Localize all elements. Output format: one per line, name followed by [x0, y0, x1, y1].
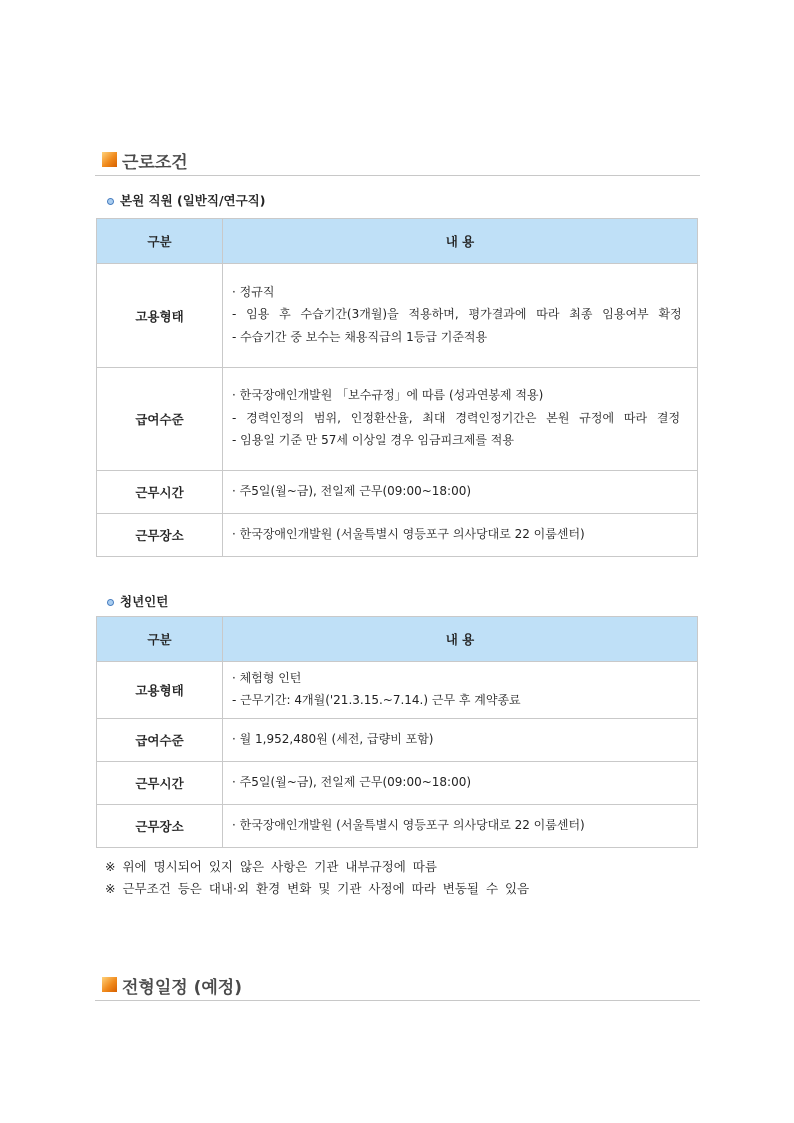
row-label: 고용형태 — [97, 264, 223, 368]
row-content — [223, 662, 698, 719]
subheading-youth-intern — [107, 592, 168, 610]
header-content: 내 용 — [223, 617, 698, 662]
row-label: 근무시간 — [97, 471, 223, 514]
row-content — [223, 805, 698, 848]
regular-staff-table — [96, 218, 698, 557]
row-content — [223, 471, 698, 514]
content-line: - 경력인정의 범위, 인정환산율, 최대 경력인정기간은 본원 규정에 따라 결정 — [232, 410, 681, 425]
row-label: 근무장소 — [97, 805, 223, 848]
row-content — [223, 719, 698, 762]
section-heading-working-conditions — [95, 149, 700, 176]
content-line: - 근무기간: 4개월('21.3.15.~7.14.) 근무 후 계약종료 — [232, 693, 521, 707]
subheading-regular-staff — [107, 191, 265, 209]
content-line: · 한국장애인개발원 「보수규정」에 따름 (성과연봉제 적용) — [232, 388, 544, 403]
table-row — [97, 471, 698, 514]
header-category: 구분 — [97, 219, 223, 264]
content-line: · 한국장애인개발원 (서울특별시 영등포구 의사당대로 22 이룸센터) — [232, 526, 585, 541]
footnotes — [105, 856, 529, 900]
subheading-label: 청년인턴 — [120, 594, 169, 609]
row-content — [223, 368, 698, 471]
content-line: · 월 1,952,480원 (세전, 급량비 포함) — [232, 731, 434, 746]
row-content — [223, 762, 698, 805]
content-line: · 체험형 인턴 — [232, 670, 302, 685]
intern-table — [96, 616, 698, 848]
circle-bullet-icon — [107, 198, 114, 205]
content-line: · 정규직 — [232, 284, 275, 299]
subheading-label: 본원 직원 (일반직/연구직) — [120, 193, 266, 208]
header-category: 구분 — [97, 617, 223, 662]
row-label: 근무시간 — [97, 762, 223, 805]
row-label: 급여수준 — [97, 719, 223, 762]
table-row — [97, 514, 698, 557]
section-title: 전형일정 (예정) — [122, 978, 242, 998]
table-row — [97, 662, 698, 719]
content-line: - 임용 후 수습기간(3개월)을 적용하며, 평가결과에 따라 최종 임용여부 확정 — [232, 307, 682, 322]
content-line: · 주5일(월~금), 전일제 근무(09:00~18:00) — [232, 774, 472, 789]
row-label: 급여수준 — [97, 368, 223, 471]
orange-square-icon — [102, 977, 117, 992]
row-label: 근무장소 — [97, 514, 223, 557]
orange-square-icon — [102, 152, 117, 167]
header-content: 내 용 — [223, 219, 698, 264]
footnote: ※ 근무조건 등은 대내·외 환경 변화 및 기관 사정에 따라 변동될 수 있음 — [105, 881, 530, 896]
content-line: - 수습기간 중 보수는 채용직급의 1등급 기준적용 — [232, 329, 488, 344]
content-line: · 주5일(월~금), 전일제 근무(09:00~18:00) — [232, 483, 472, 498]
content-line: - 임용일 기준 만 57세 이상일 경우 임금피크제를 적용 — [232, 433, 514, 448]
circle-bullet-icon — [107, 599, 114, 606]
section-heading-schedule — [95, 974, 700, 1001]
table-row — [97, 264, 698, 368]
table-row — [97, 762, 698, 805]
table-row — [97, 805, 698, 848]
table-row — [97, 719, 698, 762]
row-content — [223, 514, 698, 557]
row-content — [223, 264, 698, 368]
content-line: · 한국장애인개발원 (서울특별시 영등포구 의사당대로 22 이룸센터) — [232, 817, 585, 832]
section-title: 근로조건 — [122, 153, 188, 173]
table-row — [97, 368, 698, 471]
table-header-row — [97, 219, 698, 264]
table-header-row — [97, 617, 698, 662]
footnote: ※ 위에 명시되어 있지 않은 사항은 기관 내부규정에 따름 — [105, 859, 437, 874]
row-label: 고용형태 — [97, 662, 223, 719]
